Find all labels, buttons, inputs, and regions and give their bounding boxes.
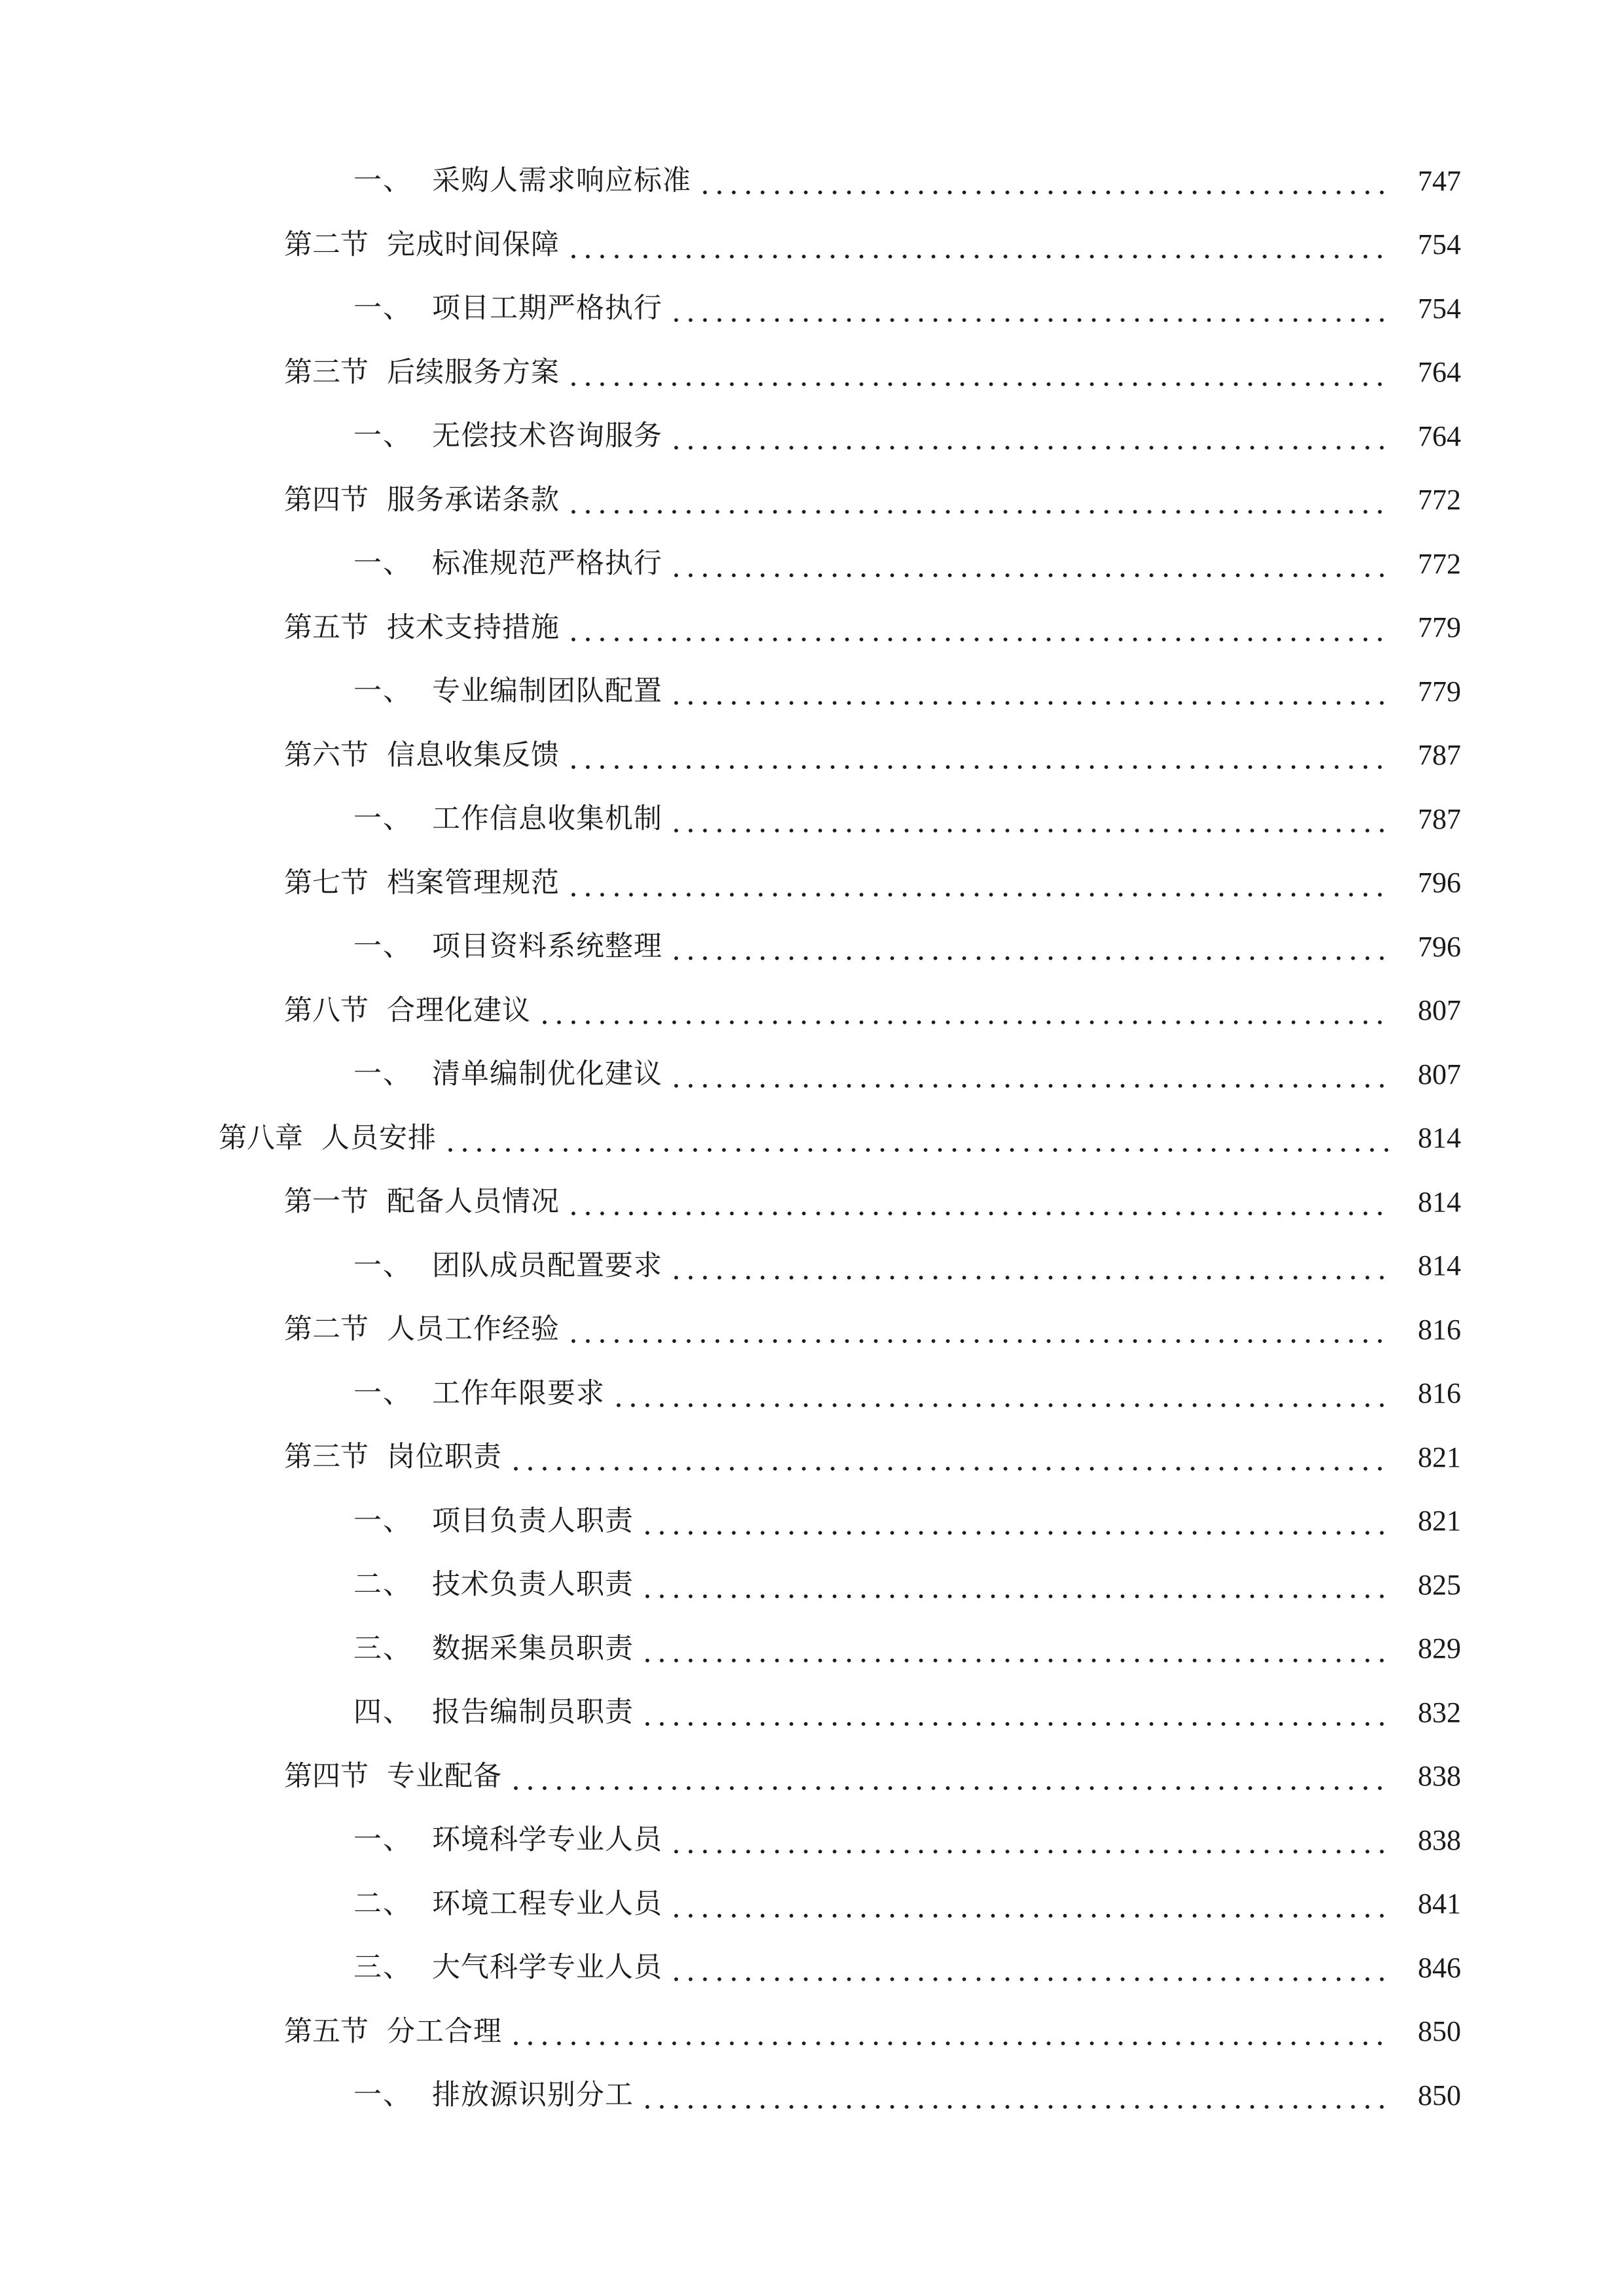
toc-entry-number: 一、 xyxy=(353,802,412,836)
toc-entry-title: 清单编制优化建议 xyxy=(432,1058,662,1091)
toc-subsection-entry[interactable] xyxy=(0,277,1624,341)
toc-dot-leader xyxy=(611,1380,1392,1408)
toc-entry-title: 分工合理 xyxy=(387,2015,502,2048)
toc-dot-leader xyxy=(698,167,1392,195)
toc-page-number: 796 xyxy=(1418,867,1461,899)
toc-entry-number: 一、 xyxy=(353,930,412,963)
toc-entry-title: 信息收集反馈 xyxy=(387,738,560,772)
toc-dot-leader xyxy=(537,997,1392,1025)
toc-entry-number: 第六节 xyxy=(284,738,369,772)
toc-entry-title: 采购人需求响应标准 xyxy=(432,164,691,198)
toc-dot-leader xyxy=(566,1316,1392,1344)
toc-dot-leader xyxy=(640,1698,1392,1727)
toc-entry-title: 项目资料系统整理 xyxy=(432,930,662,963)
toc-entry-title: 完成时间保障 xyxy=(387,228,560,261)
toc-subsection-entry[interactable] xyxy=(0,149,1624,213)
toc-subsection-entry[interactable] xyxy=(0,660,1624,724)
toc-dot-leader xyxy=(669,805,1392,833)
toc-entry-number: 第二节 xyxy=(284,228,369,261)
toc-page-number: 846 xyxy=(1418,1951,1461,1984)
toc-entry-title: 大气科学专业人员 xyxy=(432,1951,662,1984)
toc-page-number: 850 xyxy=(1418,2015,1461,2048)
toc-page-number: 764 xyxy=(1418,420,1461,452)
toc-subsection-entry[interactable] xyxy=(0,1681,1624,1745)
toc-entry-number: 第四节 xyxy=(284,483,369,516)
toc-entry-title: 配备人员情况 xyxy=(387,1185,560,1219)
toc-entry-number: 二、 xyxy=(353,1887,412,1920)
toc-entry-title: 人员工作经验 xyxy=(387,1313,560,1346)
toc-entry-number: 一、 xyxy=(353,1376,412,1410)
toc-entry-title: 报告编制员职责 xyxy=(432,1696,634,1729)
toc-entry-number: 第五节 xyxy=(284,2015,369,2048)
toc-entry-title: 岗位职责 xyxy=(387,1441,502,1474)
toc-entry-number: 一、 xyxy=(353,1823,412,1857)
toc-dot-leader xyxy=(509,1763,1392,1791)
toc-entry-title: 工作年限要求 xyxy=(432,1376,605,1410)
toc-dot-leader xyxy=(566,614,1392,642)
toc-entry-title: 档案管理规范 xyxy=(387,866,560,899)
toc-entry-number: 第二节 xyxy=(284,1313,369,1346)
toc-page-number: 787 xyxy=(1418,802,1461,835)
toc-page-number: 821 xyxy=(1418,1505,1461,1537)
toc-entry-number: 二、 xyxy=(353,1568,412,1602)
toc-entry-title: 技术负责人职责 xyxy=(432,1568,634,1602)
toc-dot-leader xyxy=(669,1826,1392,1854)
toc-page-number: 779 xyxy=(1418,611,1461,644)
toc-entry-number: 第三节 xyxy=(284,355,369,389)
toc-section-entry[interactable] xyxy=(0,1170,1624,1234)
toc-dot-leader xyxy=(566,359,1392,387)
toc-dot-leader xyxy=(669,295,1392,323)
toc-section-entry[interactable] xyxy=(0,213,1624,278)
toc-section-entry[interactable] xyxy=(0,1298,1624,1362)
toc-dot-leader xyxy=(640,1571,1392,1599)
toc-entry-title: 团队成员配置要求 xyxy=(432,1249,662,1282)
toc-dot-leader xyxy=(640,2081,1392,2109)
toc-entry-title: 环境科学专业人员 xyxy=(432,1823,662,1857)
toc-entry-number: 一、 xyxy=(353,420,412,453)
toc-entry-title: 项目负责人职责 xyxy=(432,1504,634,1537)
toc-page-number: 829 xyxy=(1418,1632,1461,1665)
toc-page-number: 816 xyxy=(1418,1377,1461,1410)
toc-entry-number: 一、 xyxy=(353,2079,412,2112)
toc-subsection-entry[interactable] xyxy=(0,532,1624,596)
toc-section-entry[interactable] xyxy=(0,724,1624,788)
toc-section-entry[interactable] xyxy=(0,1426,1624,1490)
toc-subsection-entry[interactable] xyxy=(0,1553,1624,1617)
toc-entry-number: 第八章 xyxy=(219,1121,303,1155)
toc-page-number: 841 xyxy=(1418,1888,1461,1920)
toc-entry-number: 第八节 xyxy=(284,994,369,1027)
toc-entry-title: 排放源识别分工 xyxy=(432,2079,634,2112)
toc-dot-leader xyxy=(640,1507,1392,1535)
toc-page-number: 796 xyxy=(1418,930,1461,963)
toc-subsection-entry[interactable] xyxy=(0,1234,1624,1299)
toc-page-number: 838 xyxy=(1418,1760,1461,1793)
toc-entry-title: 专业编制团队配置 xyxy=(432,675,662,708)
toc-dot-leader xyxy=(669,1890,1392,1918)
toc-page-number: 807 xyxy=(1418,994,1461,1027)
toc-page-number: 754 xyxy=(1418,292,1461,325)
toc-dot-leader xyxy=(509,2018,1392,2046)
toc-entry-title: 人员安排 xyxy=(321,1121,437,1155)
toc-section-entry[interactable] xyxy=(0,341,1624,405)
toc-subsection-entry[interactable] xyxy=(0,1043,1624,1107)
toc-dot-leader xyxy=(669,550,1392,578)
toc-entry-number: 第一节 xyxy=(284,1185,369,1219)
toc-dot-leader xyxy=(669,933,1392,961)
toc-subsection-entry[interactable] xyxy=(0,1490,1624,1554)
toc-entry-title: 专业配备 xyxy=(387,1759,502,1793)
toc-page-number: 772 xyxy=(1418,547,1461,580)
toc-page-number: 754 xyxy=(1418,228,1461,261)
toc-dot-leader xyxy=(566,1188,1392,1216)
toc-entry-number: 一、 xyxy=(353,292,412,325)
toc-subsection-entry[interactable] xyxy=(0,1808,1624,1873)
toc-entry-number: 第五节 xyxy=(284,611,369,644)
toc-page-number: 779 xyxy=(1418,675,1461,708)
toc-dot-leader xyxy=(669,422,1392,450)
toc-entry-number: 第七节 xyxy=(284,866,369,899)
toc-dot-leader xyxy=(443,1124,1392,1153)
toc-subsection-entry[interactable] xyxy=(0,1362,1624,1426)
toc-subsection-entry[interactable] xyxy=(0,1873,1624,1937)
toc-dot-leader xyxy=(669,1060,1392,1088)
toc-page-number: 832 xyxy=(1418,1696,1461,1729)
toc-section-entry[interactable] xyxy=(0,1745,1624,1809)
toc-entry-title: 合理化建议 xyxy=(387,994,531,1027)
toc-section-entry[interactable] xyxy=(0,979,1624,1043)
toc-entry-number: 第三节 xyxy=(284,1441,369,1474)
toc-dot-leader xyxy=(566,742,1392,770)
toc-entry-title: 服务承诺条款 xyxy=(387,483,560,516)
toc-page-number: 764 xyxy=(1418,356,1461,389)
toc-entry-number: 一、 xyxy=(353,1504,412,1537)
toc-dot-leader xyxy=(566,231,1392,259)
toc-entry-title: 工作信息收集机制 xyxy=(432,802,662,836)
toc-section-entry[interactable] xyxy=(0,469,1624,533)
toc-entry-title: 无偿技术咨询服务 xyxy=(432,420,662,453)
toc-subsection-entry[interactable] xyxy=(0,915,1624,979)
toc-entry-number: 一、 xyxy=(353,1249,412,1282)
toc-entry-title: 数据采集员职责 xyxy=(432,1632,634,1665)
toc-subsection-entry[interactable] xyxy=(0,404,1624,469)
toc-entry-title: 环境工程专业人员 xyxy=(432,1887,662,1920)
toc-page-number: 850 xyxy=(1418,2079,1461,2111)
toc-dot-leader xyxy=(509,1443,1392,1471)
toc-entry-number: 三、 xyxy=(353,1632,412,1665)
toc-entry-title: 技术支持措施 xyxy=(387,611,560,644)
toc-page-number: 747 xyxy=(1418,164,1461,197)
toc-dot-leader xyxy=(566,869,1392,897)
toc-entry-title: 后续服务方案 xyxy=(387,355,560,389)
toc-entry-number: 一、 xyxy=(353,164,412,198)
toc-chapter-entry[interactable] xyxy=(0,1107,1624,1171)
toc-entry-number: 三、 xyxy=(353,1951,412,1984)
toc-page-number: 825 xyxy=(1418,1568,1461,1601)
toc-subsection-entry[interactable] xyxy=(0,1936,1624,2000)
toc-entry-title: 项目工期严格执行 xyxy=(432,292,662,325)
toc-subsection-entry[interactable] xyxy=(0,2064,1624,2128)
toc-dot-leader xyxy=(566,486,1392,514)
toc-dot-leader xyxy=(669,1252,1392,1280)
table-of-contents xyxy=(0,149,1624,2128)
toc-page-number: 814 xyxy=(1418,1249,1461,1282)
toc-entry-number: 一、 xyxy=(353,1058,412,1091)
toc-dot-leader xyxy=(640,1635,1392,1663)
toc-page-number: 814 xyxy=(1418,1122,1461,1155)
toc-page-number: 787 xyxy=(1418,739,1461,772)
toc-entry-number: 一、 xyxy=(353,547,412,581)
toc-entry-number: 四、 xyxy=(353,1696,412,1729)
toc-dot-leader xyxy=(669,677,1392,706)
toc-section-entry[interactable] xyxy=(0,596,1624,660)
toc-entry-number: 第四节 xyxy=(284,1759,369,1793)
toc-section-entry[interactable] xyxy=(0,852,1624,916)
toc-page-number: 807 xyxy=(1418,1058,1461,1090)
toc-section-entry[interactable] xyxy=(0,2000,1624,2064)
toc-dot-leader xyxy=(669,1954,1392,1982)
toc-entry-number: 一、 xyxy=(353,675,412,708)
toc-subsection-entry[interactable] xyxy=(0,787,1624,852)
toc-page-number: 838 xyxy=(1418,1823,1461,1856)
toc-subsection-entry[interactable] xyxy=(0,1617,1624,1681)
toc-page-number: 821 xyxy=(1418,1441,1461,1473)
toc-page-number: 814 xyxy=(1418,1185,1461,1218)
toc-page-number: 772 xyxy=(1418,484,1461,516)
toc-entry-title: 标准规范严格执行 xyxy=(432,547,662,581)
toc-page-number: 816 xyxy=(1418,1313,1461,1346)
